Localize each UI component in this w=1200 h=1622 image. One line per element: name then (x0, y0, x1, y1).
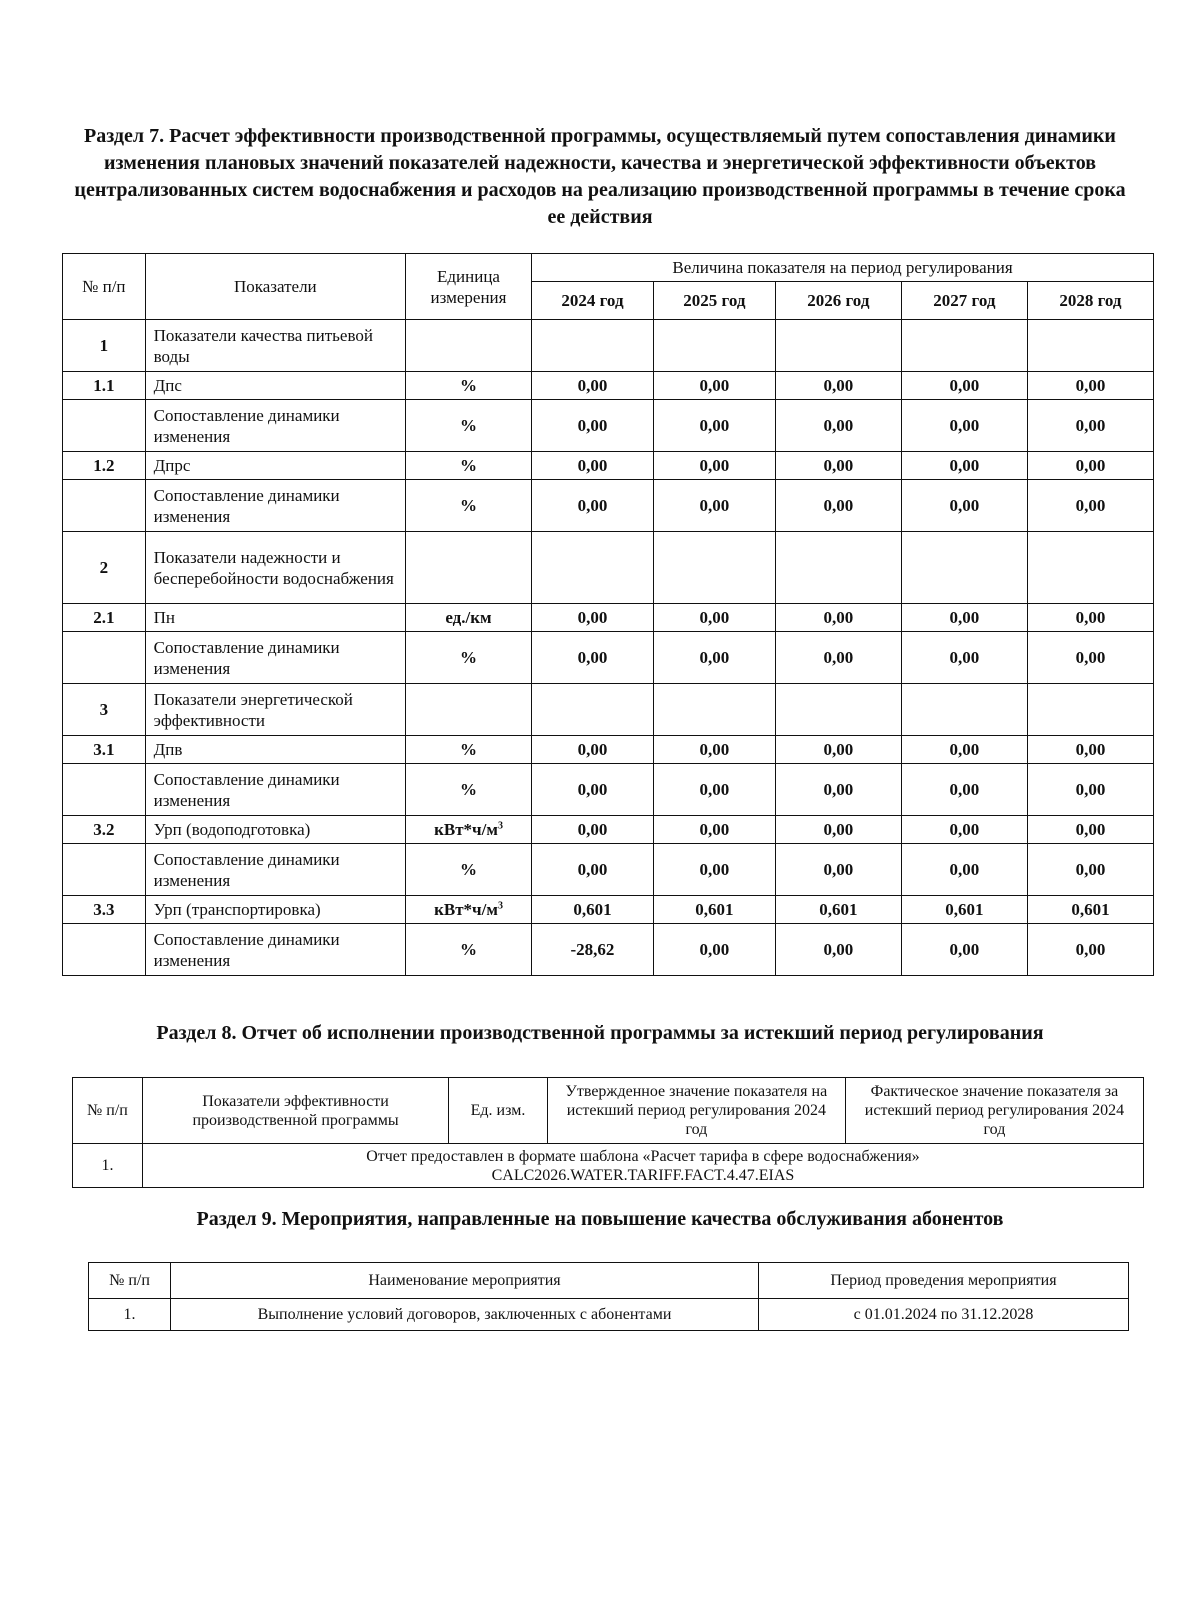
row-indicator: Показатели качества питьевой воды (145, 320, 405, 372)
table-row (63, 736, 1154, 764)
s9-row-name: Выполнение условий договоров, заключенных с абонентами (171, 1299, 759, 1331)
row-unit (405, 736, 531, 764)
row-value (775, 532, 901, 604)
row-unit-text: % (460, 376, 477, 395)
row-unit (405, 452, 531, 480)
row-value: 0,00 (901, 844, 1027, 896)
row-value (901, 684, 1027, 736)
table-row (63, 924, 1154, 976)
row-value: 0,00 (653, 844, 775, 896)
section7-title: Раздел 7. Расчет эффективности производственной программы, осуществляемый путем сопоставления динамики изменения плановых значений показателей надежности, качества и энергетической эффективности объектов централизованных систем водоснабжения и расходов на реализацию производственной программы в течение срока ее действия (74, 125, 1126, 228)
row-indicator: Дпрс (145, 452, 405, 480)
row-value: 0,00 (901, 924, 1027, 976)
section7-table (62, 253, 1154, 976)
row-indicator: Урп (транспортировка) (145, 896, 405, 924)
row-value: 0,00 (1027, 632, 1153, 684)
section9-table (88, 1262, 1129, 1331)
row-unit-superscript: 3 (497, 900, 503, 912)
row-value: 0,601 (1027, 896, 1153, 924)
s8-row-text (142, 1144, 1143, 1188)
table-row (63, 816, 1154, 844)
row-indicator: Сопоставление динамики изменения (145, 632, 405, 684)
row-value: 0,00 (532, 736, 654, 764)
row-unit-text: % (460, 740, 477, 759)
row-unit (405, 924, 531, 976)
row-unit-text: кВт*ч/м (434, 900, 498, 919)
row-indicator: Дпв (145, 736, 405, 764)
row-value: 0,00 (901, 604, 1027, 632)
header-num: № п/п (63, 254, 146, 320)
row-value (901, 320, 1027, 372)
row-value: 0,00 (775, 400, 901, 452)
row-value: 0,00 (653, 452, 775, 480)
table-row (63, 320, 1154, 372)
row-value: 0,00 (1027, 604, 1153, 632)
row-unit-text: % (460, 416, 477, 435)
row-unit-text: ед./км (445, 608, 492, 627)
row-value: 0,00 (653, 736, 775, 764)
row-value: 0,00 (901, 372, 1027, 400)
table-row (63, 632, 1154, 684)
row-number (63, 844, 146, 896)
row-value (1027, 684, 1153, 736)
row-value: 0,00 (775, 736, 901, 764)
table-row (63, 604, 1154, 632)
row-unit (405, 764, 531, 816)
s8-header-approved: Утвержденное значение показателя на истекший период регулирования 2024 год (547, 1078, 845, 1144)
table-row (63, 400, 1154, 452)
row-value: 0,00 (653, 480, 775, 532)
row-unit (405, 816, 531, 844)
table-row (63, 844, 1154, 896)
row-value (532, 684, 654, 736)
table-row (63, 896, 1154, 924)
row-value: 0,00 (901, 764, 1027, 816)
section8-title: Раздел 8. Отчет об исполнении производственной программы за истекший период регулирования (156, 1022, 1044, 1044)
row-number: 3.1 (63, 736, 146, 764)
row-value: 0,00 (775, 452, 901, 480)
row-value: 0,601 (532, 896, 654, 924)
row-unit (405, 632, 531, 684)
row-value: 0,00 (532, 844, 654, 896)
s9-header-num: № п/п (89, 1263, 171, 1299)
row-value: 0,00 (532, 480, 654, 532)
header-period: Величина показателя на период регулирования (532, 254, 1154, 282)
row-indicator: Показатели энергетической эффективности (145, 684, 405, 736)
row-value: 0,00 (901, 400, 1027, 452)
row-value: 0,00 (532, 816, 654, 844)
row-value: 0,601 (653, 896, 775, 924)
row-number: 3 (63, 684, 146, 736)
table-row (63, 532, 1154, 604)
row-value (653, 684, 775, 736)
table-row (63, 684, 1154, 736)
row-indicator: Пн (145, 604, 405, 632)
row-unit (405, 480, 531, 532)
row-unit-text: % (460, 780, 477, 799)
row-value: 0,00 (775, 764, 901, 816)
row-indicator: Сопоставление динамики изменения (145, 924, 405, 976)
row-value (775, 320, 901, 372)
row-value: 0,00 (1027, 924, 1153, 976)
row-value (653, 532, 775, 604)
row-unit (405, 320, 531, 372)
row-number: 1 (63, 320, 146, 372)
row-value: 0,00 (775, 604, 901, 632)
s8-header-indicators: Показатели эффективности производственной программы (142, 1078, 448, 1144)
row-indicator: Дпс (145, 372, 405, 400)
header-year: 2027 год (901, 282, 1027, 320)
row-unit-text: % (460, 648, 477, 667)
row-value: 0,00 (901, 816, 1027, 844)
row-value: 0,00 (653, 816, 775, 844)
row-value: 0,00 (775, 816, 901, 844)
row-indicator: Сопоставление динамики изменения (145, 480, 405, 532)
row-unit (405, 532, 531, 604)
row-number (63, 764, 146, 816)
s8-row-text-line1: Отчет предоставлен в формате шаблона «Расчет тарифа в сфере водоснабжения» (366, 1147, 920, 1165)
row-unit (405, 896, 531, 924)
header-year: 2026 год (775, 282, 901, 320)
row-value: 0,00 (901, 480, 1027, 532)
row-unit-superscript: 3 (497, 820, 503, 832)
row-value: -28,62 (532, 924, 654, 976)
row-unit (405, 372, 531, 400)
row-value: 0,00 (653, 632, 775, 684)
row-number: 2.1 (63, 604, 146, 632)
row-value (653, 320, 775, 372)
row-number: 2 (63, 532, 146, 604)
row-value: 0,00 (775, 844, 901, 896)
header-year: 2024 год (532, 282, 654, 320)
row-unit-text: % (460, 940, 477, 959)
row-value: 0,00 (1027, 480, 1153, 532)
row-value: 0,00 (1027, 816, 1153, 844)
row-indicator: Сопоставление динамики изменения (145, 844, 405, 896)
section8-header-row (73, 1078, 1144, 1144)
row-value (532, 532, 654, 604)
row-value: 0,00 (653, 764, 775, 816)
row-indicator: Урп (водоподготовка) (145, 816, 405, 844)
row-value: 0,00 (532, 632, 654, 684)
s8-header-actual: Фактическое значение показателя за истекший период регулирования 2024 год (845, 1078, 1143, 1144)
row-number (63, 480, 146, 532)
s8-row-text-line2: CALC2026.WATER.TARIFF.FACT.4.47.EIAS (491, 1166, 795, 1184)
row-value: 0,00 (532, 604, 654, 632)
row-value (1027, 320, 1153, 372)
row-number (63, 400, 146, 452)
header-year: 2028 год (1027, 282, 1153, 320)
row-value: 0,00 (532, 372, 654, 400)
row-value: 0,00 (1027, 764, 1153, 816)
table-row (63, 764, 1154, 816)
row-value (901, 532, 1027, 604)
row-value: 0,00 (775, 480, 901, 532)
table-row (63, 480, 1154, 532)
row-number: 1.1 (63, 372, 146, 400)
row-unit (405, 844, 531, 896)
row-unit-text: % (460, 860, 477, 879)
row-value: 0,00 (901, 632, 1027, 684)
s9-row-num: 1. (89, 1299, 171, 1331)
section9-header-row (89, 1263, 1129, 1299)
row-unit-text: кВт*ч/м (434, 820, 498, 839)
row-value: 0,00 (653, 400, 775, 452)
row-value: 0,00 (532, 452, 654, 480)
section8-row (73, 1144, 1144, 1188)
row-value: 0,00 (1027, 372, 1153, 400)
row-value: 0,00 (775, 372, 901, 400)
row-value (532, 320, 654, 372)
row-number: 3.2 (63, 816, 146, 844)
section9-title: Раздел 9. Мероприятия, направленные на повышение качества обслуживания абонентов (196, 1208, 1004, 1230)
row-number: 1.2 (63, 452, 146, 480)
row-unit-text: % (460, 456, 477, 475)
row-value: 0,00 (1027, 400, 1153, 452)
row-value: 0,00 (653, 604, 775, 632)
header-year: 2025 год (653, 282, 775, 320)
row-value (775, 684, 901, 736)
row-value: 0,601 (901, 896, 1027, 924)
row-value: 0,00 (775, 924, 901, 976)
table-row (63, 452, 1154, 480)
row-value: 0,00 (653, 924, 775, 976)
row-indicator: Показатели надежности и бесперебойности водоснабжения (145, 532, 405, 604)
row-unit (405, 684, 531, 736)
row-value: 0,00 (1027, 452, 1153, 480)
row-value: 0,00 (1027, 736, 1153, 764)
row-value: 0,601 (775, 896, 901, 924)
row-number (63, 632, 146, 684)
s8-header-unit: Ед. изм. (449, 1078, 548, 1144)
table-row (63, 372, 1154, 400)
row-value: 0,00 (532, 764, 654, 816)
row-unit-text: % (460, 496, 477, 515)
row-value: 0,00 (532, 400, 654, 452)
section7-header-row-1 (63, 254, 1154, 282)
header-unit: Единица измерения (405, 254, 531, 320)
s9-row-period: с 01.01.2024 по 31.12.2028 (759, 1299, 1129, 1331)
section9-row (89, 1299, 1129, 1331)
row-value: 0,00 (901, 736, 1027, 764)
row-value: 0,00 (653, 372, 775, 400)
row-number: 3.3 (63, 896, 146, 924)
row-number (63, 924, 146, 976)
section8-table (72, 1077, 1144, 1188)
row-indicator: Сопоставление динамики изменения (145, 400, 405, 452)
s9-header-period: Период проведения мероприятия (759, 1263, 1129, 1299)
row-indicator: Сопоставление динамики изменения (145, 764, 405, 816)
section7-table-body (63, 320, 1154, 976)
row-value: 0,00 (901, 452, 1027, 480)
row-value: 0,00 (775, 632, 901, 684)
row-value: 0,00 (1027, 844, 1153, 896)
row-unit (405, 400, 531, 452)
s8-row-num: 1. (73, 1144, 143, 1188)
s9-header-name: Наименование мероприятия (171, 1263, 759, 1299)
row-unit (405, 604, 531, 632)
header-indicator: Показатели (145, 254, 405, 320)
s8-header-num: № п/п (73, 1078, 143, 1144)
row-value (1027, 532, 1153, 604)
